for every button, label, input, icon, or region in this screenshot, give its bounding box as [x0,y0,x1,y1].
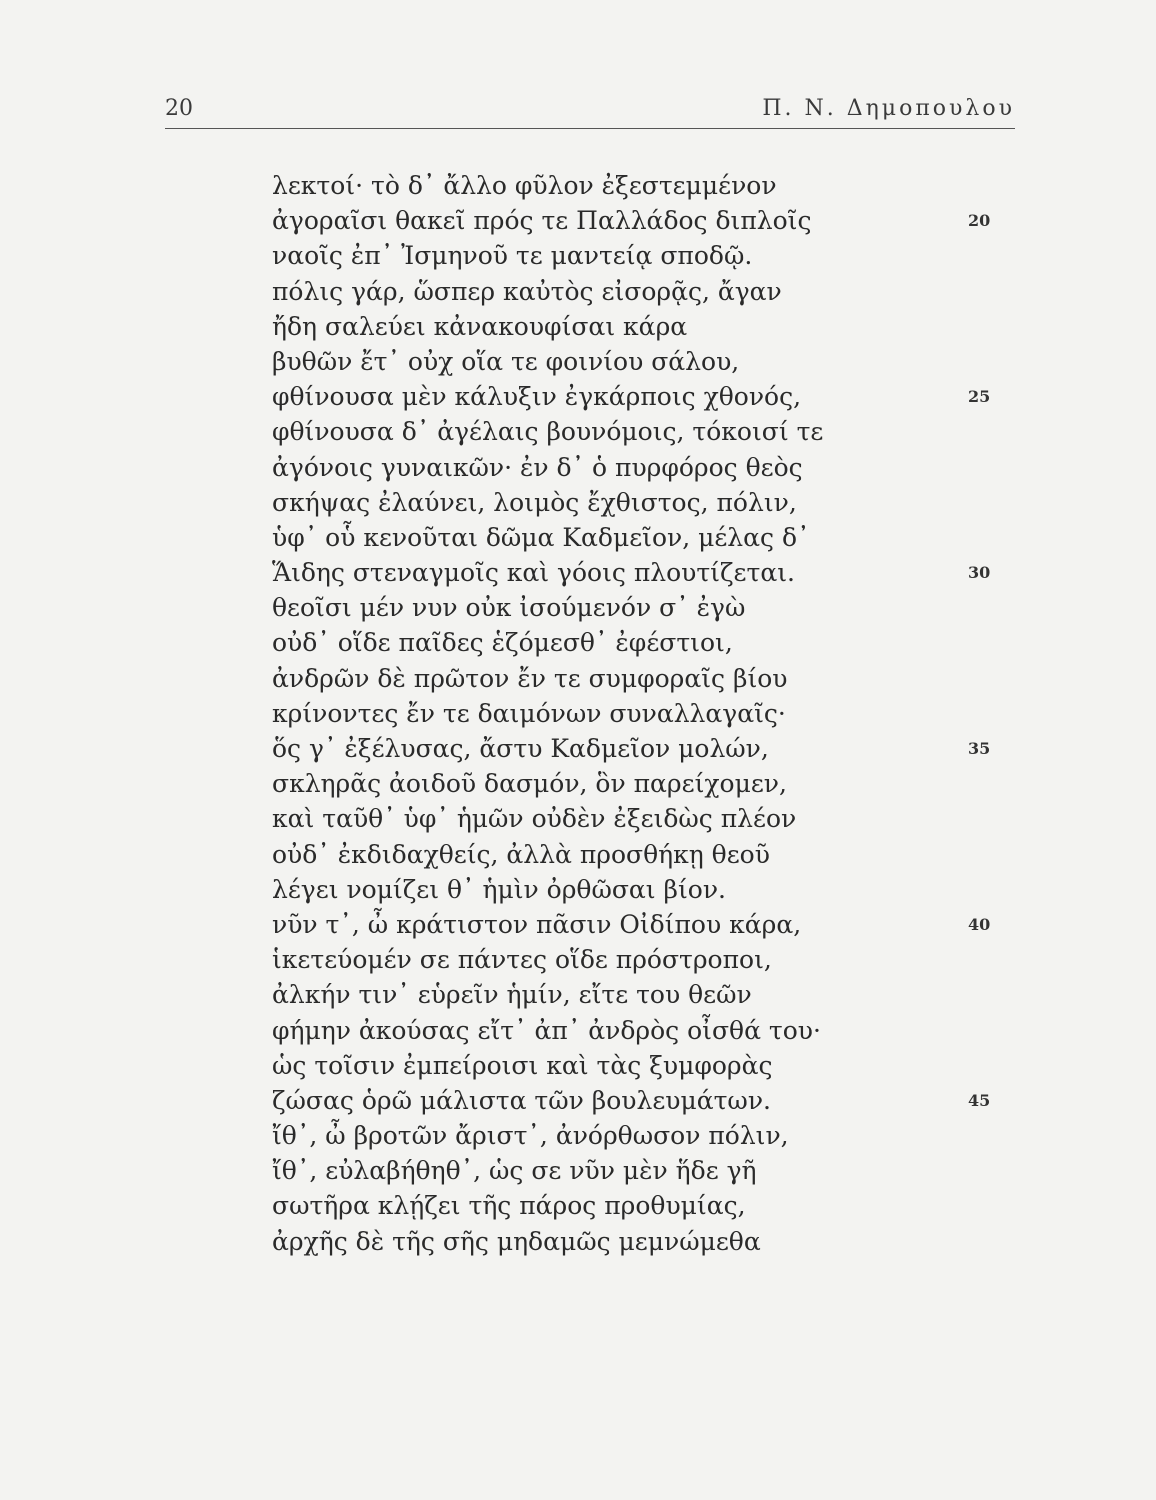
verse-text: κρίνοντες ἔν τε δαιμόνων συναλλαγαῖς· [272,698,786,728]
verse-line [272,168,1012,203]
page-header [165,96,1015,130]
verse-text: λεκτοί· τὸ δ᾽ ἄλλο φῦλον ἐξεστεμμένον [272,171,777,200]
verse-line [272,1013,1012,1048]
line-number: 35 [968,739,991,758]
verse-line [272,555,1012,590]
verse-line [272,1224,1012,1259]
verse-line [272,344,1012,379]
verse-text: ἀλκήν τιν᾽ εὑρεῖν ἡμίν, εἴτε του θεῶν [272,980,752,1010]
verse-text: ὡς τοῖσιν ἐμπείροισι καὶ τὰς ξυμφορὰς [272,1050,773,1080]
line-number: 20 [968,211,991,231]
verse-block [272,168,1012,1259]
verse-text: φήμην ἀκούσας εἴτ᾽ ἀπ᾽ ἀνδρὸς οἶσθά του· [272,1015,821,1045]
verse-line [272,661,1012,696]
line-number: 45 [968,1090,991,1110]
verse-line [272,414,1012,449]
verse-text: ἤδη σαλεύει κἀνακουφίσαι κάρα [272,311,688,341]
verse-line [272,590,1012,625]
verse-text: πόλις γάρ, ὥσπερ καὐτὸς εἰσορᾷς, ἄγαν [272,276,782,306]
verse-line [272,450,1012,485]
verse-text: ἀγόνοις γυναικῶν· ἐν δ᾽ ὁ πυρφόρος θεὸς [272,452,803,482]
verse-line [272,379,1012,414]
verse-line [272,801,1012,836]
verse-text: σωτῆρα κλῄζει τῆς πάρος προθυμίας, [272,1191,746,1221]
verse-line [272,1048,1012,1083]
verse-line [272,1083,1012,1118]
verse-line [272,1188,1012,1223]
verse-text: Ἅιδης στεναγμοῖς καὶ γόοις πλουτίζεται. [272,558,795,588]
verse-text: ἀνδρῶν δὲ πρῶτον ἔν τε συμφοραῖς βίου [272,663,788,693]
verse-text: ζώσας ὁρῶ μάλιστα τῶν βουλευμάτων. [272,1085,771,1115]
verse-text: ἱκετεύομέν σε πάντες οἵδε πρόστροποι, [272,945,772,975]
verse-line [272,625,1012,660]
header-rule [165,128,1015,129]
verse-line [272,907,1012,942]
verse-line [272,520,1012,555]
verse-text: βυθῶν ἔτ᾽ οὐχ οἵα τε φοινίου σάλου, [272,346,740,376]
verse-text: νῦν τ᾽, ὦ κράτιστον πᾶσιν Οἰδίπου κάρα, [272,909,802,939]
verse-text: φθίνουσα δ᾽ ἀγέλαις βουνόμοις, τόκοισί τε [272,417,824,447]
page-number: 20 [165,96,193,121]
verse-line [272,203,1012,238]
verse-line [272,485,1012,520]
verse-text: ναοῖς ἐπ᾽ Ἰσμηνοῦ τε μαντείᾳ σποδῷ. [272,241,753,271]
verse-line [272,1118,1012,1153]
verse-line [272,872,1012,907]
verse-text: ὅς γ᾽ ἐξέλυσας, ἄστυ Καδμεῖον μολών, [272,734,769,763]
verse-text: ἀρχῆς δὲ τῆς σῆς μηδαμῶς μεμνώμεθα [272,1226,761,1256]
verse-line [272,942,1012,977]
verse-text: θεοῖσι μέν νυν οὐκ ἰσούμενόν σ᾽ ἐγὼ [272,593,746,623]
line-number: 25 [968,387,991,407]
verse-text: σκήψας ἐλαύνει, λοιμὸς ἔχθιστος, πόλιν, [272,487,797,517]
verse-line [272,1153,1012,1188]
verse-line [272,696,1012,731]
verse-text: λέγει νομίζει θ᾽ ἡμὶν ὀρθῶσαι βίον. [272,874,726,904]
line-number: 30 [968,563,991,583]
verse-line [272,731,1012,766]
verse-text: καὶ ταῦθ᾽ ὑφ᾽ ἡμῶν οὐδὲν ἐξειδὼς πλέον [272,804,797,834]
verse-text: φθίνουσα μὲν κάλυξιν ἐγκάρποις χθονός, [272,382,802,412]
verse-text: οὐδ᾽ οἵδε παῖδες ἑζόμεσθ᾽ ἐφέστιοι, [272,628,733,658]
verse-line [272,766,1012,801]
verse-line [272,274,1012,309]
running-head: Π. Ν. Δημοπουλου [762,96,1015,121]
verse-text: ἀγοραῖσι θακεῖ πρός τε Παλλάδος διπλοῖς [272,206,812,236]
verse-line [272,977,1012,1012]
verse-text: σκληρᾶς ἀοιδοῦ δασμόν, ὃν παρείχομεν, [272,769,787,799]
verse-text: ἴθ᾽, ὦ βροτῶν ἄριστ᾽, ἀνόρθωσον πόλιν, [272,1121,789,1151]
verse-text: οὐδ᾽ ἐκδιδαχθείς, ἀλλὰ προσθήκῃ θεοῦ [272,839,770,869]
verse-text: ὑφ᾽ οὗ κενοῦται δῶμα Καδμεῖον, μέλας δ᾽ [272,522,810,552]
verse-line [272,837,1012,872]
verse-line [272,238,1012,273]
verse-text: ἴθ᾽, εὐλαβήθηθ᾽, ὡς σε νῦν μὲν ἥδε γῆ [272,1156,757,1186]
verse-line [272,309,1012,344]
line-number: 40 [968,914,991,934]
